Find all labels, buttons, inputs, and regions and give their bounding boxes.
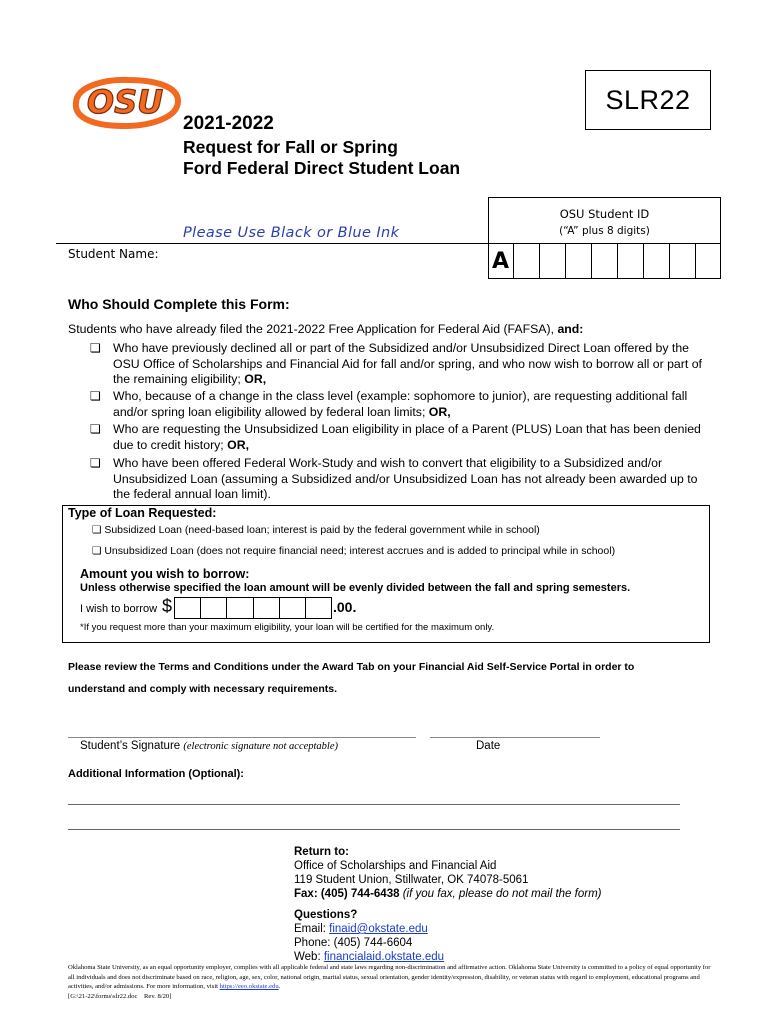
additional-info-label: Additional Information (Optional): bbox=[68, 768, 244, 780]
form-number: SLR22 bbox=[605, 85, 691, 115]
amount-subheading: Unless otherwise specified the loan amount will be evenly divided between the fall and spring semesters. bbox=[80, 582, 631, 594]
form-year: 2021-2022 bbox=[183, 113, 274, 134]
amount-input[interactable] bbox=[174, 597, 332, 619]
who-intro bbox=[68, 322, 583, 338]
student-id-prefix: A bbox=[488, 244, 514, 279]
student-id-digit[interactable] bbox=[566, 244, 592, 279]
who-intro-and: and: bbox=[557, 322, 584, 336]
student-id-digit[interactable] bbox=[540, 244, 566, 279]
student-id-digit[interactable] bbox=[670, 244, 696, 279]
date-line[interactable] bbox=[430, 737, 600, 738]
who-item bbox=[113, 422, 713, 453]
signature-label bbox=[80, 740, 338, 752]
ink-instruction: Please Use Black or Blue Ink bbox=[183, 225, 400, 241]
student-name-label: Student Name: bbox=[68, 247, 159, 261]
max-eligibility-note: *If you request more than your maximum eligibility, your loan will be certified for the maximum only. bbox=[80, 622, 495, 633]
web-link[interactable]: financialaid.okstate.edu bbox=[323, 951, 445, 963]
who-item-or: OR, bbox=[227, 437, 250, 452]
loan-option-label: Unsubsidized Loan (does not require financial need; interest accrues and is added to principal while in school) bbox=[104, 545, 616, 557]
who-item-text: Who, because of a change in the class level (example: sophomore to junior), are requesting additional fall and/or spring loan eligibility allowed by federal loan limits; bbox=[113, 389, 688, 419]
loan-type-heading: Type of Loan Requested: bbox=[68, 506, 217, 520]
logo-text: OSU bbox=[86, 83, 164, 121]
student-id-note: (“A” plus 8 digits) bbox=[559, 225, 650, 237]
loan-option-label: Subsidized Loan (need-based loan; interest is paid by the federal government while in school) bbox=[104, 524, 540, 536]
amount-digit[interactable] bbox=[227, 598, 253, 618]
who-item-text: Who are requesting the Unsubsidized Loan eligibility in place of a Parent (PLUS) Loan that has been denied due to credit history; bbox=[113, 422, 701, 452]
revision-date: Rev. 8/20] bbox=[144, 992, 172, 1000]
eeo-footer: Oklahoma State University, as an equal opportunity employer, complies with all applicable federal and state laws regarding non-discrimination and affirmative action. Oklahoma State University is committed to a policy of equal opportunity for all individuals and does not discriminate based on race, religion, age, sex, color, national origin, marital status, sexual orientation, gender identity/expression, disability, or veteran status with regard to employment, educational programs and activities, and/or admissions. For more information, visit https://eeo.okstate.edu. [G:\21-22\forms\slr22.doc Rev. 8/20] bbox=[68, 964, 711, 1000]
borrow-label: I wish to borrow bbox=[80, 603, 158, 615]
checkbox-icon: ❏ bbox=[90, 341, 101, 355]
who-item bbox=[113, 341, 713, 388]
form-number-box bbox=[585, 70, 711, 130]
fax-number: Fax: (405) 744-6438 bbox=[294, 888, 400, 900]
date-label: Date bbox=[476, 740, 501, 752]
additional-info-line[interactable] bbox=[68, 829, 680, 830]
amount-digit[interactable] bbox=[175, 598, 201, 618]
checkbox-icon: ❏ bbox=[90, 456, 101, 470]
signature-note: (electronic signature not acceptable) bbox=[183, 741, 339, 752]
osu-logo bbox=[66, 74, 184, 132]
who-intro-text: Students who have already filed the 2021-2022 Free Application for Federal Aid (FAFSA), bbox=[68, 322, 555, 336]
student-id-digit[interactable] bbox=[592, 244, 618, 279]
signature-line[interactable] bbox=[68, 737, 416, 738]
return-fax bbox=[294, 887, 601, 901]
who-item-text: Who have previously declined all or part of the Subsidized and/or Unsubsidized Direct Loan offered by the OSU Office of Scholarships and Financial Aid for fall and/or spring, and who now wish to borrow all or part of the remaining eligibility; bbox=[113, 341, 702, 386]
checkbox-icon[interactable]: ❏ bbox=[92, 545, 102, 557]
amount-digit[interactable] bbox=[254, 598, 280, 618]
contact-email bbox=[294, 922, 601, 936]
additional-info-line[interactable] bbox=[68, 804, 680, 805]
review-line1: Please review the Terms and Conditions under the Award Tab on your Financial Aid Self-Service Portal in order to bbox=[68, 661, 635, 673]
who-item-or: OR, bbox=[428, 404, 451, 419]
file-path: [G:\21-22\forms\slr22.doc bbox=[68, 992, 138, 1000]
loan-option-unsubsidized[interactable] bbox=[92, 545, 615, 557]
form-title-line1: Request for Fall or Spring bbox=[183, 137, 398, 157]
amount-cents: .00. bbox=[333, 599, 357, 615]
return-address: 119 Student Union, Stillwater, OK 74078-5061 bbox=[294, 874, 529, 886]
who-heading: Who Should Complete this Form: bbox=[68, 296, 290, 312]
amount-digit[interactable] bbox=[280, 598, 306, 618]
student-id-digit[interactable] bbox=[696, 244, 721, 279]
who-item-text: Who have been offered Federal Work-Study and wish to convert that eligibility to a Subsidized and/or Unsubsidized Loan (assuming a Subsidized and/or Unsubsidized Loan has not already been awarded up to the federal annual loan limit). bbox=[113, 456, 698, 501]
web-label: Web: bbox=[294, 951, 321, 963]
amount-digit[interactable] bbox=[201, 598, 227, 618]
checkbox-icon[interactable]: ❏ bbox=[92, 524, 102, 536]
who-item bbox=[113, 456, 713, 503]
student-id-digit[interactable] bbox=[644, 244, 670, 279]
questions-heading: Questions? bbox=[294, 909, 358, 921]
eeo-link[interactable]: https://eeo.okstate.edu bbox=[219, 983, 279, 990]
return-office: Office of Scholarships and Financial Aid bbox=[294, 860, 497, 872]
amount-heading: Amount you wish to borrow: bbox=[80, 567, 250, 581]
checkbox-icon: ❏ bbox=[90, 389, 101, 403]
dollar-sign: $ bbox=[162, 596, 173, 616]
review-line2: understand and comply with necessary requirements. bbox=[68, 683, 337, 695]
who-item bbox=[113, 389, 713, 420]
contact-web bbox=[294, 950, 601, 964]
return-block bbox=[294, 845, 601, 964]
form-title-line2: Ford Federal Direct Student Loan bbox=[183, 158, 461, 178]
return-heading: Return to: bbox=[294, 846, 349, 858]
amount-digit[interactable] bbox=[306, 598, 331, 618]
student-id-digit[interactable] bbox=[514, 244, 540, 279]
email-label: Email: bbox=[294, 923, 326, 935]
who-item-or: OR, bbox=[244, 372, 267, 386]
checkbox-icon: ❏ bbox=[90, 422, 101, 436]
loan-option-subsidized[interactable] bbox=[92, 524, 540, 536]
student-id-digit[interactable] bbox=[618, 244, 644, 279]
email-link[interactable]: finaid@okstate.edu bbox=[329, 923, 428, 935]
student-id-title: OSU Student ID bbox=[559, 207, 650, 221]
fax-note: (if you fax, please do not mail the form) bbox=[402, 888, 602, 900]
eeo-statement: Oklahoma State University, as an equal opportunity employer, complies with all applicable federal and state laws regarding non-discrimination and affirmative action. Oklahoma State University is committed to a policy of equal opportunity for all individuals and does not discriminate based on race, religion, age, sex, color, national origin, marital status, sexual orientation, gender identity/expression, disability, or veteran status with regard to employment, educational programs and activities, and/or admissions. For more information, visit bbox=[68, 964, 711, 990]
signature-label-text: Student’s Signature bbox=[80, 740, 181, 752]
contact-phone: Phone: (405) 744-6604 bbox=[294, 937, 413, 949]
student-id-cells bbox=[488, 243, 721, 279]
